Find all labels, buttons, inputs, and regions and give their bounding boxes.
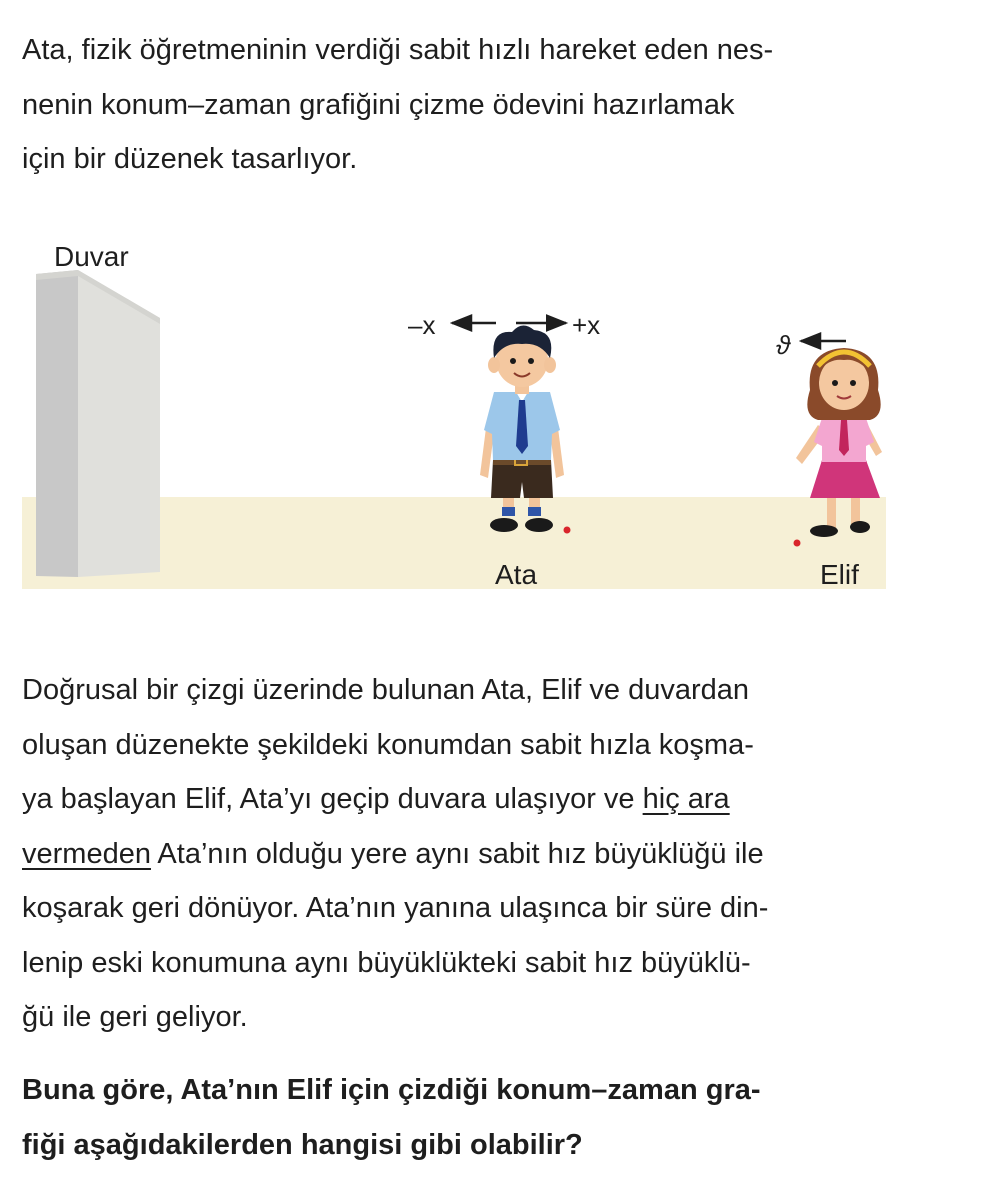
setup-figure [0, 220, 1000, 600]
body-line: lenip eski konumuna aynı büyüklükteki sabit hız büyüklü- [22, 946, 751, 979]
velocity-symbol: ϑ [776, 330, 791, 360]
elif-position-dot [794, 540, 801, 547]
body-line [22, 827, 922, 882]
intro-line: için bir düzenek tasarlıyor. [22, 143, 358, 175]
wall-illustration [36, 270, 160, 577]
intro-line: nenin konum–zaman grafiğini çizme ödevini hazırlamak [22, 88, 735, 121]
body-line: Doğrusal bir çizgi üzerinde bulunan Ata, Elif ve duvardan [22, 674, 750, 706]
body-text: Ata’nın olduğu yere aynı sabit hız büyüklüğü ile [150, 837, 764, 870]
ata-label: Ata [495, 559, 538, 590]
body-line: ğü ile geri geliyor. [22, 1001, 248, 1033]
intro-line: Ata, fizik öğretmeninin verdiği sabit hızlı hareket eden nes- [22, 34, 774, 66]
wall-label: Duvar [54, 241, 129, 272]
elif-label: Elif [820, 559, 859, 590]
question-paragraph [22, 1063, 922, 1172]
question-line: Buna göre, Ata’nın Elif için çizdiği konum–zaman gra- [22, 1074, 761, 1106]
body-paragraph [22, 663, 922, 1045]
question-line: fiği aşağıdakilerden hangisi gibi olabilir? [22, 1128, 583, 1161]
body-text: ya başlayan Elif, Ata’yı geçip duvara ulaşıyor ve [22, 783, 643, 815]
body-line: koşarak geri dönüyor. Ata’nın yanına ulaşınca bir süre din- [22, 892, 769, 924]
minus-x-label: –x [408, 310, 436, 340]
plus-x-label: +x [572, 310, 601, 340]
body-line: oluşan düzenekte şekildeki konumdan sabit hızla koşma- [22, 728, 754, 761]
intro-paragraph [22, 23, 922, 187]
underlined-text: vermeden [22, 837, 151, 870]
body-line [22, 772, 922, 827]
underlined-text: hiç ara [642, 783, 730, 815]
ata-position-dot [564, 527, 571, 534]
